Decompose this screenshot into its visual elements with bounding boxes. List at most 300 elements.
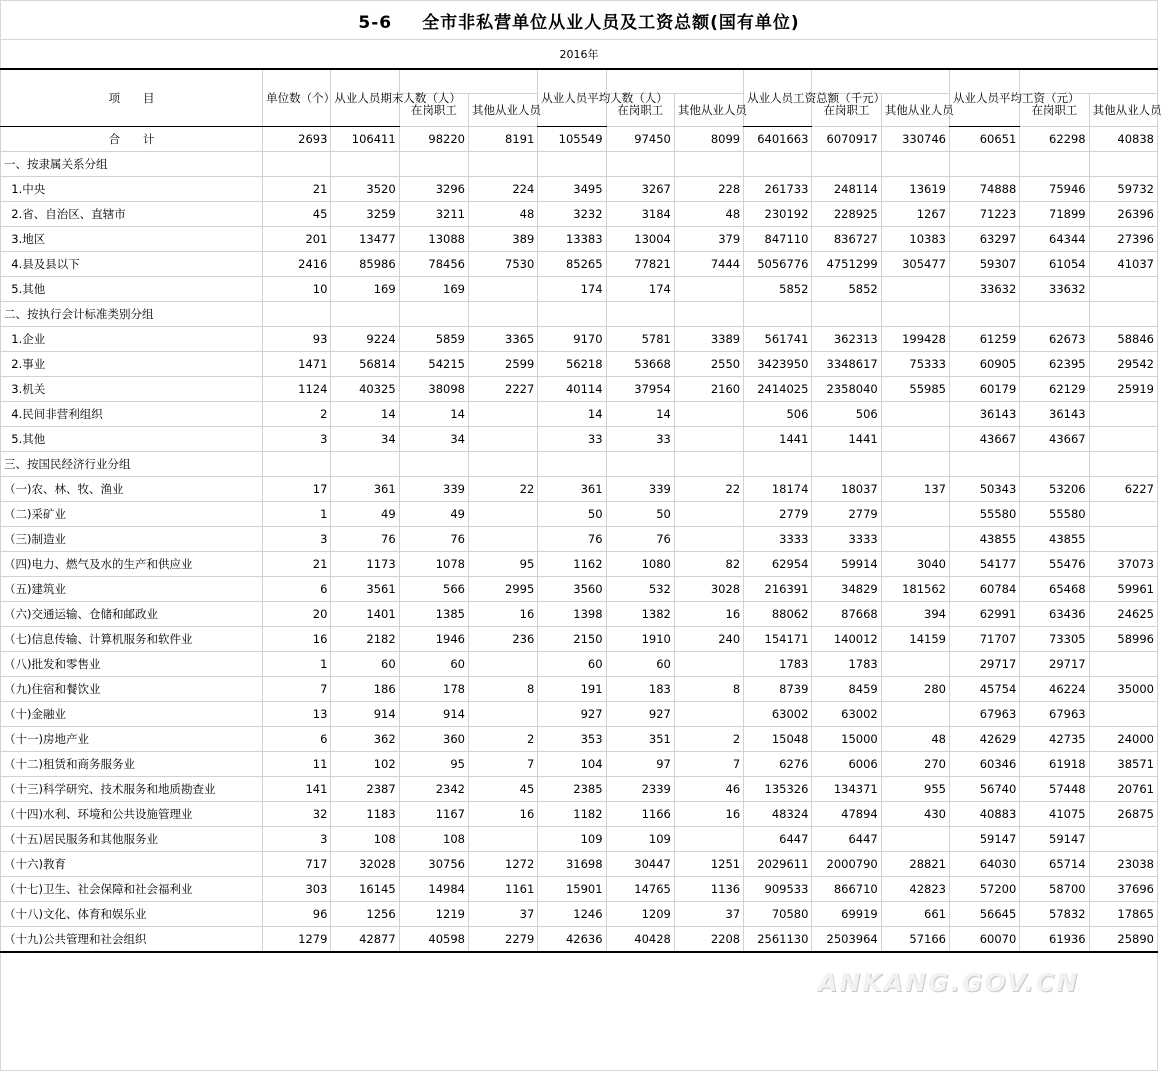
cell-value: 353 (538, 727, 606, 752)
cell-value: 61054 (1020, 252, 1089, 277)
table-row (1, 727, 1158, 752)
cell-value: 199428 (881, 327, 949, 352)
cell-value: 65714 (1020, 852, 1089, 877)
cell-value: 3184 (606, 202, 674, 227)
header-onpost: 在岗职工 (812, 94, 881, 127)
cell-value: 69919 (812, 902, 881, 927)
cell-value: 36143 (1020, 402, 1089, 427)
cell-value: 53206 (1020, 477, 1089, 502)
cell-value: 93 (263, 327, 331, 352)
cell-value: 87668 (812, 602, 881, 627)
cell-value: 2358040 (812, 377, 881, 402)
cell-value: 909533 (744, 877, 812, 902)
row-label: （五)建筑业 (1, 577, 263, 602)
cell-value: 3348617 (812, 352, 881, 377)
cell-value: 48 (468, 202, 537, 227)
table-row (1, 477, 1158, 502)
cell-value: 71223 (950, 202, 1020, 227)
cell-value (538, 452, 606, 477)
cell-value: 169 (399, 277, 468, 302)
statistics-table (0, 68, 1162, 953)
cell-value: 40428 (606, 927, 674, 953)
cell-value: 1209 (606, 902, 674, 927)
cell-value (468, 527, 537, 552)
cell-value: 137 (881, 477, 949, 502)
cell-value: 914 (331, 702, 399, 727)
cell-value: 7 (468, 752, 537, 777)
cell-value: 15000 (812, 727, 881, 752)
cell-value: 2 (263, 402, 331, 427)
cell-value: 13619 (881, 177, 949, 202)
cell-value: 32 (263, 802, 331, 827)
cell-value (881, 427, 949, 452)
cell-value: 60346 (950, 752, 1020, 777)
cell-value (881, 827, 949, 852)
cell-value: 60070 (950, 927, 1020, 953)
cell-value: 40325 (331, 377, 399, 402)
cell-value: 1279 (263, 927, 331, 953)
row-label: （十四)水利、环境和公共设施管理业 (1, 802, 263, 827)
table-body (1, 127, 1158, 953)
cell-value: 280 (881, 677, 949, 702)
cell-value: 95 (468, 552, 537, 577)
cell-value: 37073 (1089, 552, 1157, 577)
cell-value: 3296 (399, 177, 468, 202)
cell-value: 64030 (950, 852, 1020, 877)
cell-value: 50 (538, 502, 606, 527)
cell-value: 561741 (744, 327, 812, 352)
cell-value: 17 (263, 477, 331, 502)
cell-value: 14 (538, 402, 606, 427)
cell-value: 1219 (399, 902, 468, 927)
cell-value (468, 652, 537, 677)
cell-value: 48 (674, 202, 743, 227)
cell-value: 5852 (812, 277, 881, 302)
cell-value: 7 (263, 677, 331, 702)
cell-value (881, 502, 949, 527)
cell-value: 22 (674, 477, 743, 502)
cell-value: 61936 (1020, 927, 1089, 953)
cell-value: 60 (606, 652, 674, 677)
table-row (1, 852, 1158, 877)
table-row (1, 202, 1158, 227)
row-label: 5.其他 (1, 427, 263, 452)
cell-value: 47894 (812, 802, 881, 827)
cell-value: 37696 (1089, 877, 1157, 902)
cell-value: 59732 (1089, 177, 1157, 202)
row-label: （六)交通运输、仓储和邮政业 (1, 602, 263, 627)
header-avg-wage: 从业人员平均工资（元） (950, 69, 1020, 127)
cell-value: 10 (263, 277, 331, 302)
cell-value: 361 (331, 477, 399, 502)
header-wage-total: 从业人员工资总额（千元） (744, 69, 812, 127)
cell-value: 2385 (538, 777, 606, 802)
cell-value: 174 (538, 277, 606, 302)
cell-value: 59307 (950, 252, 1020, 277)
cell-value: 362313 (812, 327, 881, 352)
cell-value: 2 (468, 727, 537, 752)
cell-value: 58846 (1089, 327, 1157, 352)
cell-value: 64344 (1020, 227, 1089, 252)
row-label: （三)制造业 (1, 527, 263, 552)
table-row (1, 502, 1158, 527)
table-row (1, 652, 1158, 677)
cell-value: 42735 (1020, 727, 1089, 752)
cell-value (1089, 652, 1157, 677)
cell-value: 59147 (1020, 827, 1089, 852)
cell-value: 1783 (812, 652, 881, 677)
cell-value: 45 (468, 777, 537, 802)
header-emp-end-blank (399, 69, 538, 94)
cell-value: 183 (606, 677, 674, 702)
cell-value: 566 (399, 577, 468, 602)
cell-value: 43855 (1020, 527, 1089, 552)
cell-value: 29717 (950, 652, 1020, 677)
cell-value: 16 (674, 602, 743, 627)
cell-value: 71899 (1020, 202, 1089, 227)
watermark: ANKANG.GOV.CN (818, 968, 1080, 997)
cell-value: 1136 (674, 877, 743, 902)
cell-value: 43667 (950, 427, 1020, 452)
cell-value (881, 702, 949, 727)
cell-value: 836727 (812, 227, 881, 252)
cell-value: 97 (606, 752, 674, 777)
cell-value: 2000790 (812, 852, 881, 877)
cell-value: 2182 (331, 627, 399, 652)
cell-value: 34 (331, 427, 399, 452)
cell-value: 3040 (881, 552, 949, 577)
cell-value: 17865 (1089, 902, 1157, 927)
cell-value (468, 427, 537, 452)
cell-value (468, 277, 537, 302)
title-divider (0, 39, 1158, 40)
cell-value: 29542 (1089, 352, 1157, 377)
total-row (1, 127, 1158, 152)
cell-value: 62298 (1020, 127, 1089, 152)
cell-value: 135326 (744, 777, 812, 802)
cell-value: 3211 (399, 202, 468, 227)
cell-value: 40883 (950, 802, 1020, 827)
cell-value (881, 302, 949, 327)
cell-value: 1167 (399, 802, 468, 827)
year-label: 2016年 (559, 48, 599, 61)
table-row (1, 927, 1158, 953)
cell-value: 394 (881, 602, 949, 627)
cell-value: 27396 (1089, 227, 1157, 252)
cell-value: 1246 (538, 902, 606, 927)
cell-value: 5859 (399, 327, 468, 352)
cell-value (881, 652, 949, 677)
cell-value (399, 302, 468, 327)
cell-value (1089, 427, 1157, 452)
cell-value: 4751299 (812, 252, 881, 277)
cell-value: 37954 (606, 377, 674, 402)
cell-value: 866710 (812, 877, 881, 902)
cell-value: 74888 (950, 177, 1020, 202)
cell-value: 6447 (812, 827, 881, 852)
cell-value: 42629 (950, 727, 1020, 752)
cell-value: 25919 (1089, 377, 1157, 402)
cell-value (468, 452, 537, 477)
row-label: （七)信息传输、计算机服务和软件业 (1, 627, 263, 652)
cell-value: 58996 (1089, 627, 1157, 652)
cell-value: 1401 (331, 602, 399, 627)
cell-value: 58700 (1020, 877, 1089, 902)
cell-value: 43855 (950, 527, 1020, 552)
cell-value: 1078 (399, 552, 468, 577)
cell-value: 60 (399, 652, 468, 677)
cell-value: 2779 (812, 502, 881, 527)
cell-value: 248114 (812, 177, 881, 202)
cell-value: 389 (468, 227, 537, 252)
cell-value (881, 402, 949, 427)
table-row (1, 427, 1158, 452)
cell-value: 42823 (881, 877, 949, 902)
cell-value: 339 (606, 477, 674, 502)
cell-value: 181562 (881, 577, 949, 602)
cell-value: 2 (674, 727, 743, 752)
row-label: 4.民间非营利组织 (1, 402, 263, 427)
row-label: 1.中央 (1, 177, 263, 202)
cell-value: 1183 (331, 802, 399, 827)
cell-value: 61918 (1020, 752, 1089, 777)
cell-value: 62395 (1020, 352, 1089, 377)
cell-value: 140012 (812, 627, 881, 652)
cell-value: 1441 (812, 427, 881, 452)
cell-value: 29717 (1020, 652, 1089, 677)
cell-value: 6227 (1089, 477, 1157, 502)
header-emp-avg: 从业人员平均人数（人） (538, 69, 606, 127)
cell-value: 927 (538, 702, 606, 727)
cell-value (263, 302, 331, 327)
cell-value (606, 452, 674, 477)
cell-value: 60 (331, 652, 399, 677)
cell-value: 70580 (744, 902, 812, 927)
row-label: （十七)卫生、社会保障和社会福利业 (1, 877, 263, 902)
cell-value: 9224 (331, 327, 399, 352)
cell-value: 18174 (744, 477, 812, 502)
cell-value: 1080 (606, 552, 674, 577)
section-row (1, 302, 1158, 327)
cell-value (468, 502, 537, 527)
cell-value: 82 (674, 552, 743, 577)
cell-value: 2279 (468, 927, 537, 953)
cell-value: 55580 (1020, 502, 1089, 527)
cell-value: 2029611 (744, 852, 812, 877)
cell-value: 360 (399, 727, 468, 752)
table-row (1, 277, 1158, 302)
cell-value (1020, 302, 1089, 327)
cell-value: 15901 (538, 877, 606, 902)
cell-value: 57166 (881, 927, 949, 953)
cell-value: 46224 (1020, 677, 1089, 702)
cell-value: 13 (263, 702, 331, 727)
cell-value: 16 (263, 627, 331, 652)
table-row (1, 602, 1158, 627)
cell-value: 3 (263, 527, 331, 552)
cell-value: 6 (263, 577, 331, 602)
cell-value: 50 (606, 502, 674, 527)
cell-value: 95 (399, 752, 468, 777)
cell-value: 2414025 (744, 377, 812, 402)
row-label: 1.企业 (1, 327, 263, 352)
cell-value: 98220 (399, 127, 468, 152)
cell-value: 379 (674, 227, 743, 252)
cell-value: 59147 (950, 827, 1020, 852)
cell-value: 62129 (1020, 377, 1089, 402)
cell-value: 77821 (606, 252, 674, 277)
row-label: 一、按隶属关系分组 (1, 152, 263, 177)
table-title: 全市非私营单位从业人员及工资总额(国有单位) (422, 13, 800, 33)
table-row (1, 752, 1158, 777)
cell-value: 49 (331, 502, 399, 527)
cell-value: 16145 (331, 877, 399, 902)
cell-value: 1267 (881, 202, 949, 227)
row-label: （十九)公共管理和社会组织 (1, 927, 263, 953)
cell-value (674, 702, 743, 727)
row-label: （十六)教育 (1, 852, 263, 877)
table-header (1, 69, 1162, 127)
cell-value (674, 502, 743, 527)
cell-value: 60 (538, 652, 606, 677)
table-row (1, 902, 1158, 927)
cell-value (881, 527, 949, 552)
cell-value (1089, 152, 1157, 177)
cell-value: 33632 (1020, 277, 1089, 302)
cell-value: 16 (674, 802, 743, 827)
cell-value: 62954 (744, 552, 812, 577)
cell-value: 141 (263, 777, 331, 802)
cell-value: 7530 (468, 252, 537, 277)
cell-value: 3365 (468, 327, 537, 352)
cell-value (1089, 277, 1157, 302)
table-row (1, 527, 1158, 552)
cell-value: 108 (331, 827, 399, 852)
cell-value: 54177 (950, 552, 1020, 577)
cell-value: 13477 (331, 227, 399, 252)
cell-value: 43667 (1020, 427, 1089, 452)
cell-value: 1166 (606, 802, 674, 827)
header-units: 单位数（个） (263, 69, 331, 127)
cell-value: 14 (399, 402, 468, 427)
cell-value: 45754 (950, 677, 1020, 702)
cell-value: 18037 (812, 477, 881, 502)
cell-value (468, 827, 537, 852)
header-onpost: 在岗职工 (399, 94, 468, 127)
cell-value: 3520 (331, 177, 399, 202)
cell-value (468, 702, 537, 727)
cell-value: 2387 (331, 777, 399, 802)
cell-value: 49 (399, 502, 468, 527)
row-label: 二、按执行会计标准类别分组 (1, 302, 263, 327)
table-row (1, 877, 1158, 902)
cell-value: 32028 (331, 852, 399, 877)
cell-value (263, 452, 331, 477)
cell-value: 85986 (331, 252, 399, 277)
cell-value: 661 (881, 902, 949, 927)
cell-value: 56740 (950, 777, 1020, 802)
cell-value: 1382 (606, 602, 674, 627)
row-label: （九)住宿和餐饮业 (1, 677, 263, 702)
cell-value: 38571 (1089, 752, 1157, 777)
cell-value: 339 (399, 477, 468, 502)
cell-value: 3 (263, 427, 331, 452)
cell-value: 8459 (812, 677, 881, 702)
cell-value: 13088 (399, 227, 468, 252)
cell-value: 1910 (606, 627, 674, 652)
cell-value: 46 (674, 777, 743, 802)
cell-value: 6447 (744, 827, 812, 852)
cell-value: 57832 (1020, 902, 1089, 927)
cell-value (1089, 827, 1157, 852)
cell-value: 6 (263, 727, 331, 752)
cell-value: 20 (263, 602, 331, 627)
cell-value: 240 (674, 627, 743, 652)
cell-value: 2693 (263, 127, 331, 152)
cell-value: 134371 (812, 777, 881, 802)
cell-value (674, 152, 743, 177)
cell-value: 3389 (674, 327, 743, 352)
cell-value (468, 402, 537, 427)
cell-value: 10383 (881, 227, 949, 252)
cell-value: 1272 (468, 852, 537, 877)
cell-value: 1182 (538, 802, 606, 827)
table-row (1, 702, 1158, 727)
cell-value: 506 (812, 402, 881, 427)
cell-value (1089, 402, 1157, 427)
page-title (0, 8, 1158, 33)
cell-value: 1173 (331, 552, 399, 577)
row-label: 合 计 (1, 127, 263, 152)
cell-value: 56218 (538, 352, 606, 377)
cell-value: 34829 (812, 577, 881, 602)
cell-value: 53668 (606, 352, 674, 377)
header-other: 其他从业人员 (881, 94, 949, 127)
header-emp-avg-blank (606, 69, 744, 94)
cell-value: 8191 (468, 127, 537, 152)
cell-value: 14984 (399, 877, 468, 902)
cell-value (881, 277, 949, 302)
cell-value: 15048 (744, 727, 812, 752)
cell-value (950, 452, 1020, 477)
cell-value: 54215 (399, 352, 468, 377)
cell-value: 3560 (538, 577, 606, 602)
cell-value: 6401663 (744, 127, 812, 152)
cell-value: 35000 (1089, 677, 1157, 702)
cell-value: 56645 (950, 902, 1020, 927)
cell-value: 57448 (1020, 777, 1089, 802)
cell-value (674, 527, 743, 552)
cell-value: 13383 (538, 227, 606, 252)
cell-value: 67963 (1020, 702, 1089, 727)
cell-value: 3 (263, 827, 331, 852)
cell-value: 3333 (744, 527, 812, 552)
cell-value: 1471 (263, 352, 331, 377)
section-row (1, 452, 1158, 477)
cell-value: 2208 (674, 927, 743, 953)
row-label: 三、按国民经济行业分组 (1, 452, 263, 477)
cell-value: 1256 (331, 902, 399, 927)
cell-value: 717 (263, 852, 331, 877)
cell-value: 2339 (606, 777, 674, 802)
cell-value (1089, 702, 1157, 727)
cell-value (812, 302, 881, 327)
cell-value: 178 (399, 677, 468, 702)
table-row (1, 802, 1158, 827)
cell-value: 14159 (881, 627, 949, 652)
cell-value: 96 (263, 902, 331, 927)
cell-value: 85265 (538, 252, 606, 277)
